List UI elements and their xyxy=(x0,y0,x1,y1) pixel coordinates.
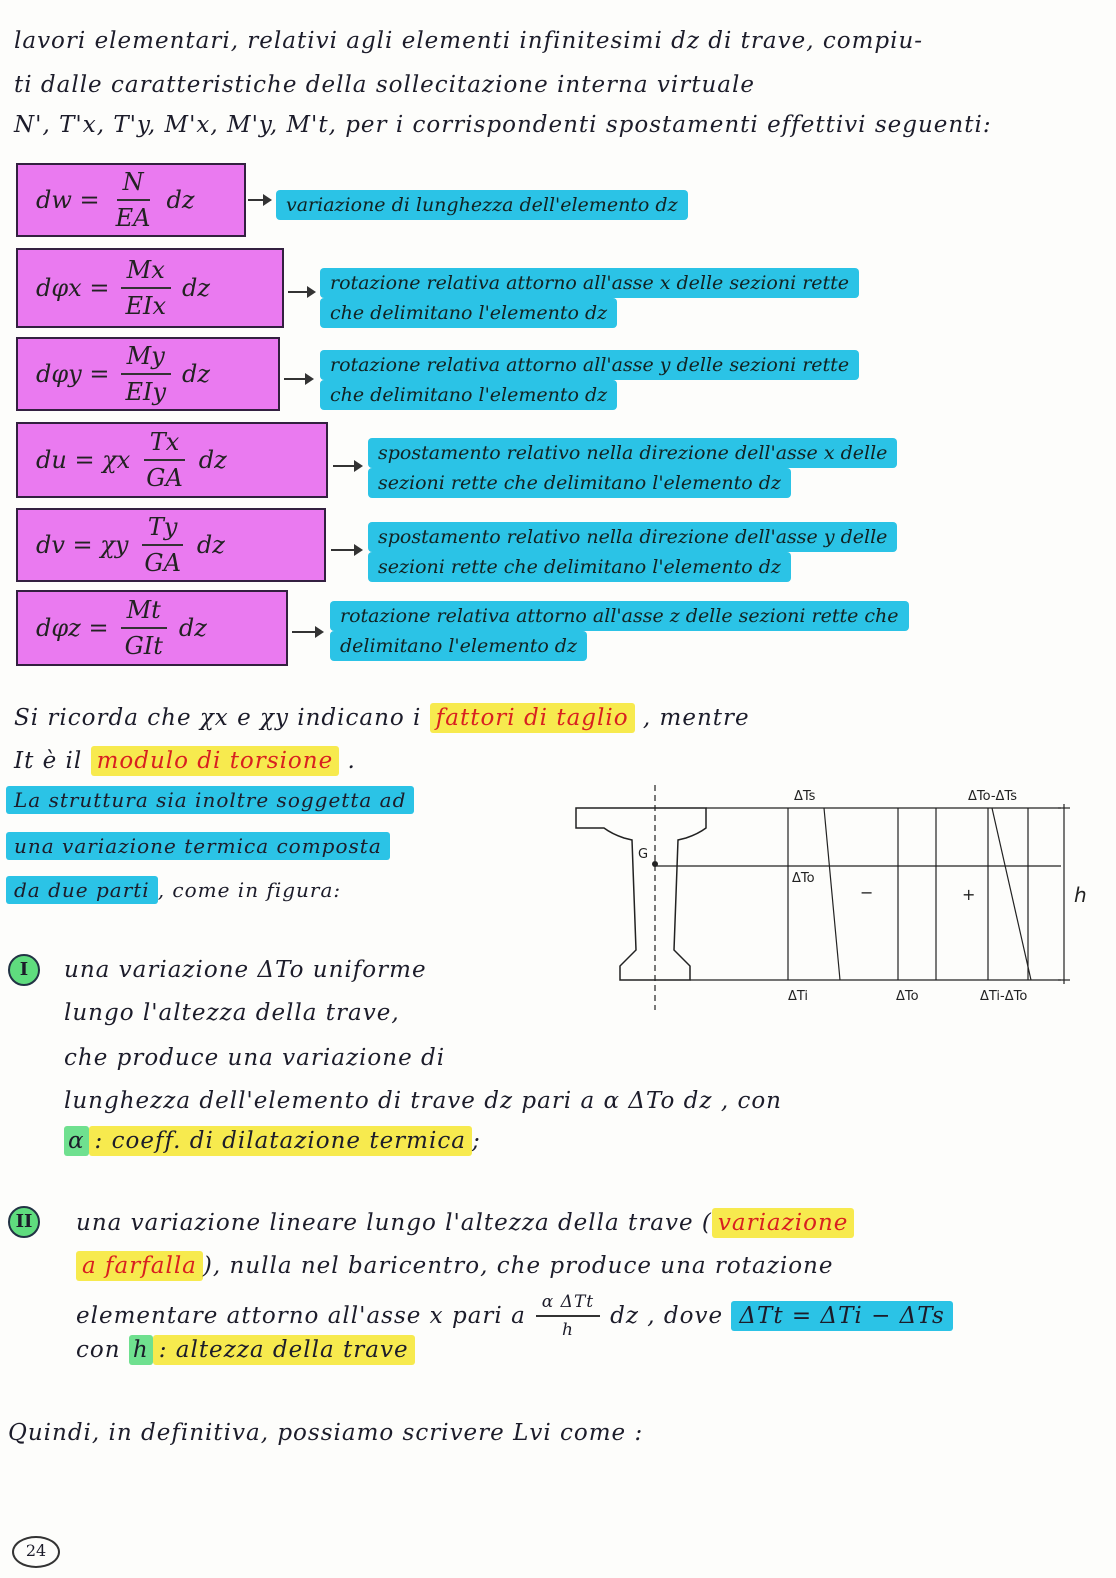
equation-box-dv: dv = χy $\frac{Ty}{GA}$ dz xyxy=(16,508,326,582)
label-delta-to-minus-ts: ΔTo-ΔTs xyxy=(968,789,1017,804)
part-two-badge: II xyxy=(8,1206,40,1238)
structure-line-3: da due parti , come in figura: xyxy=(6,878,341,902)
equation-box-dw: dw = $\frac{N}{EA}$ dz xyxy=(16,163,246,237)
equation-description: spostamento relativo nella direzione dell'asse x delle xyxy=(368,438,897,468)
label-delta-ti-minus-to: ΔTi-ΔTo xyxy=(980,989,1028,1004)
equation-description: delimitano l'elemento dz xyxy=(330,631,587,661)
part2-line-2: a farfalla ), nulla nel baricentro, che produce una rotazione xyxy=(76,1253,833,1279)
arrow-icon xyxy=(333,465,361,467)
reminder-line-1: Si ricorda che χx e χy indicano i fattori di taglio , mentre xyxy=(14,705,750,731)
label-delta-to-mid: ΔTo xyxy=(792,871,815,886)
part1-line-5: α : coeff. di dilatazione termica ; xyxy=(64,1128,481,1154)
equation-description: variazione di lunghezza dell'elemento dz xyxy=(276,190,688,220)
thermal-variation-diagram xyxy=(566,780,1096,1010)
highlight-fattori-taglio: fattori di taglio xyxy=(430,703,635,733)
part1-line-3: che produce una variazione di xyxy=(64,1045,446,1071)
part-one-badge: I xyxy=(8,954,40,986)
plus-sign: + xyxy=(962,885,976,904)
equation-description: che delimitano l'elemento dz xyxy=(320,380,617,410)
beam-section-shape xyxy=(576,808,706,980)
page-number: 24 xyxy=(12,1536,60,1568)
equation-box-du: du = χx $\frac{Tx}{GA}$ dz xyxy=(16,422,328,498)
part2-line-1: una variazione lineare lungo l'altezza della trave ( variazione xyxy=(76,1210,854,1236)
arrow-icon xyxy=(292,631,322,633)
part1-line-1: una variazione ΔTo uniforme xyxy=(64,957,427,983)
arrow-icon xyxy=(331,549,361,551)
equation-description: rotazione relativa attorno all'asse y delle sezioni rette xyxy=(320,350,859,380)
arrow-icon xyxy=(248,199,270,201)
equation-description: che delimitano l'elemento dz xyxy=(320,298,617,328)
intro-line-1: lavori elementari, relativi agli elementi infinitesimi dz di trave, compiu- xyxy=(14,28,924,54)
intro-line-3: N', T'x, T'y, M'x, M'y, M't, per i corrispondenti spostamenti effettivi seguenti: xyxy=(14,112,992,138)
label-delta-ti: ΔTi xyxy=(788,989,809,1004)
arrow-icon xyxy=(288,291,314,293)
equation-box-dphiy: dφy = $\frac{My}{\text{EIy}}$ dz xyxy=(16,337,280,411)
structure-line-2: una variazione termica composta xyxy=(6,834,390,858)
equation-description: sezioni rette che delimitano l'elemento dz xyxy=(368,552,791,582)
label-delta-to-bottom: ΔTo xyxy=(896,989,919,1004)
equation-description: sezioni rette che delimitano l'elemento dz xyxy=(368,468,791,498)
equation-box-dphix: dφx = $\frac{Mx}{\text{EIx}}$ dz xyxy=(16,248,284,328)
reminder-line-2: It è il modulo di torsione . xyxy=(14,748,356,774)
part1-line-2: lungo l'altezza della trave, xyxy=(64,1000,400,1026)
centroid-label: G xyxy=(638,847,649,862)
arrow-icon xyxy=(284,378,312,380)
part1-line-4: lunghezza dell'elemento di trave dz pari a α ΔTo dz , con xyxy=(64,1088,782,1114)
equation-box-dphiz: dφz = $\frac{Mt}{\text{GIt}}$ dz xyxy=(16,590,288,666)
structure-line-1: La struttura sia inoltre soggetta ad xyxy=(6,788,414,812)
label-delta-ts: ΔTs xyxy=(794,789,816,804)
part2-line-3: elementare attorno all'asse x pari a $\frac{\text{α ΔTt}}{h}$ dz , dove ΔTt = ΔTi − ΔTs xyxy=(76,1292,953,1340)
equation-description: spostamento relativo nella direzione dell'asse y delle xyxy=(368,522,897,552)
part2-line-4: con h : altezza della trave xyxy=(76,1337,415,1363)
height-label: h xyxy=(1074,883,1087,907)
intro-line-2: ti dalle caratteristiche della sollecitazione interna virtuale xyxy=(14,72,755,98)
equation-description: rotazione relativa attorno all'asse x delle sezioni rette xyxy=(320,268,859,298)
equation-description: rotazione relativa attorno all'asse z delle sezioni rette che xyxy=(330,601,909,631)
conclusion-text: Quindi, in definitiva, possiamo scrivere Lvi come : xyxy=(8,1420,644,1446)
highlight-modulo-torsione: modulo di torsione xyxy=(91,746,340,776)
minus-sign: − xyxy=(860,883,874,902)
